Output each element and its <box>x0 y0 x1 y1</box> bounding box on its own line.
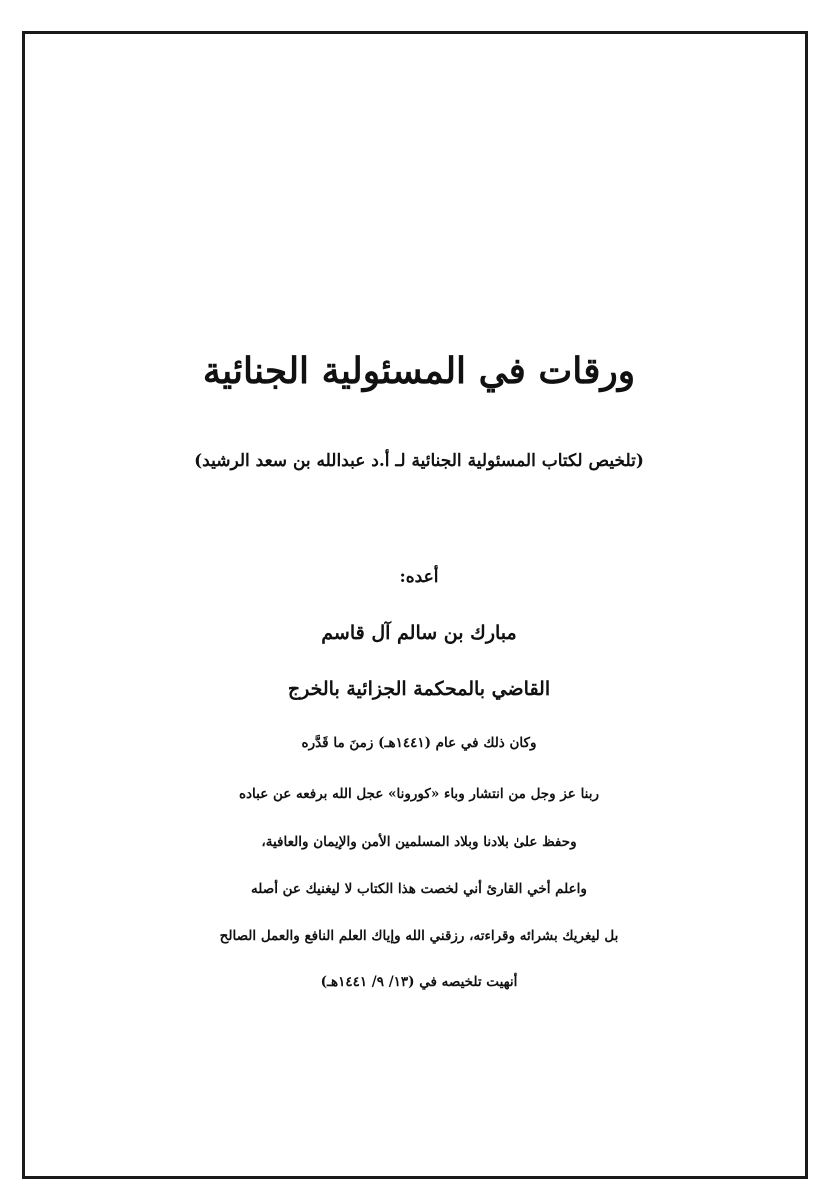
author-name: مبارك بن سالم آل قاسم <box>321 622 517 644</box>
completion-date-line: أنهيت تلخيصه في (١٣/ ٩/ ١٤٤١هـ) <box>320 974 518 990</box>
prepared-by-label: أعده: <box>399 567 439 587</box>
body-line: ربنا عز وجل من انتشار وباء «كورونا» عجل الله برفعه عن عباده <box>238 786 600 802</box>
body-line: واعلم أخي القارئ أني لخصت هذا الكتاب لا ليغنيك عن أصله <box>251 881 587 897</box>
author-role: القاضي بالمحكمة الجزائية بالخرج <box>287 678 551 700</box>
document-subtitle: (تلخيص لكتاب المسئولية الجنائية لـ أ.د عبدالله بن سعد الرشيد) <box>194 451 644 471</box>
document-title: ورقات في المسئولية الجنائية <box>202 350 636 392</box>
body-line: بل ليغريك بشرائه وقراءته، رزقني الله وإياك العلم النافع والعمل الصالح <box>219 928 619 944</box>
body-line: وكان ذلك في عام (١٤٤١هـ) زمنَ ما قَدَّره <box>301 735 537 751</box>
body-line: وحفظ علىٰ بلادنا وبلاد المسلمين الأمن والإيمان والعافية، <box>261 834 577 850</box>
page-border <box>22 31 808 1179</box>
